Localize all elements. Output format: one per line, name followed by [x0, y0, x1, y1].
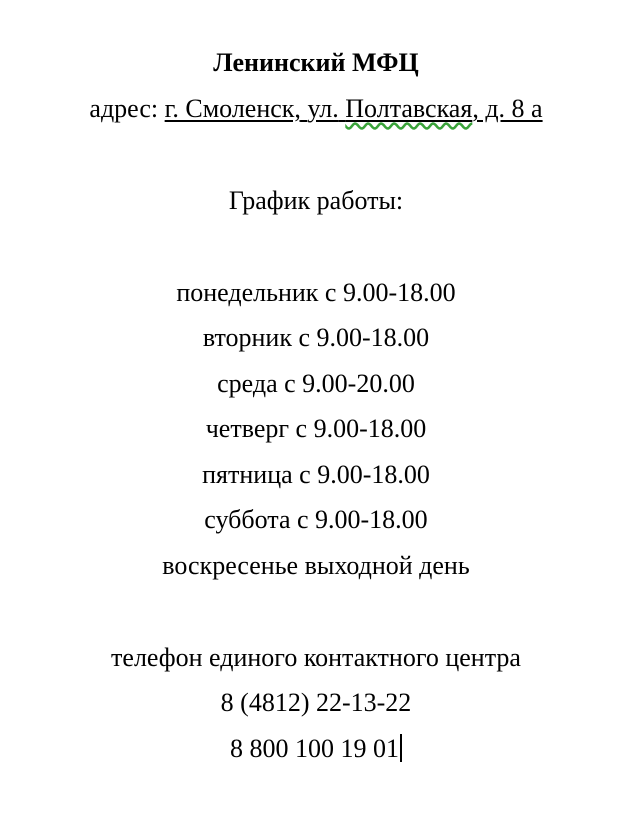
schedule-tuesday: вторник с 9.00-18.00 [202, 323, 430, 352]
schedule-thursday: четверг с 9.00-18.00 [205, 414, 427, 443]
schedule-friday: пятница с 9.00-18.00 [202, 460, 430, 489]
schedule-wednesday: среда с 9.00-20.00 [217, 369, 415, 398]
address-street-prefix: ул. [307, 94, 339, 123]
schedule-heading: График работы: [228, 186, 404, 215]
address-street-name: Полтавская [345, 94, 473, 123]
address-city: г. Смоленск, [164, 94, 301, 123]
address-house: , д. 8 а [472, 94, 543, 123]
schedule-sunday: воскресенье выходной день [162, 551, 470, 580]
text-cursor[interactable] [400, 734, 402, 762]
contact-heading: телефон единого контактного центра [111, 643, 521, 672]
document-title: Ленинский МФЦ [213, 48, 419, 77]
schedule-saturday: суббота с 9.00-18.00 [204, 505, 428, 534]
contact-phone-line [0, 734, 632, 764]
contact-phone-tollfree: 8 800 100 19 01 [230, 734, 399, 763]
address-line [0, 94, 632, 124]
address-label: адрес: [89, 94, 159, 123]
contact-phone-local: 8 (4812) 22-13-22 [220, 688, 412, 717]
schedule-monday: понедельник с 9.00-18.00 [176, 278, 456, 307]
address-value [165, 94, 543, 123]
